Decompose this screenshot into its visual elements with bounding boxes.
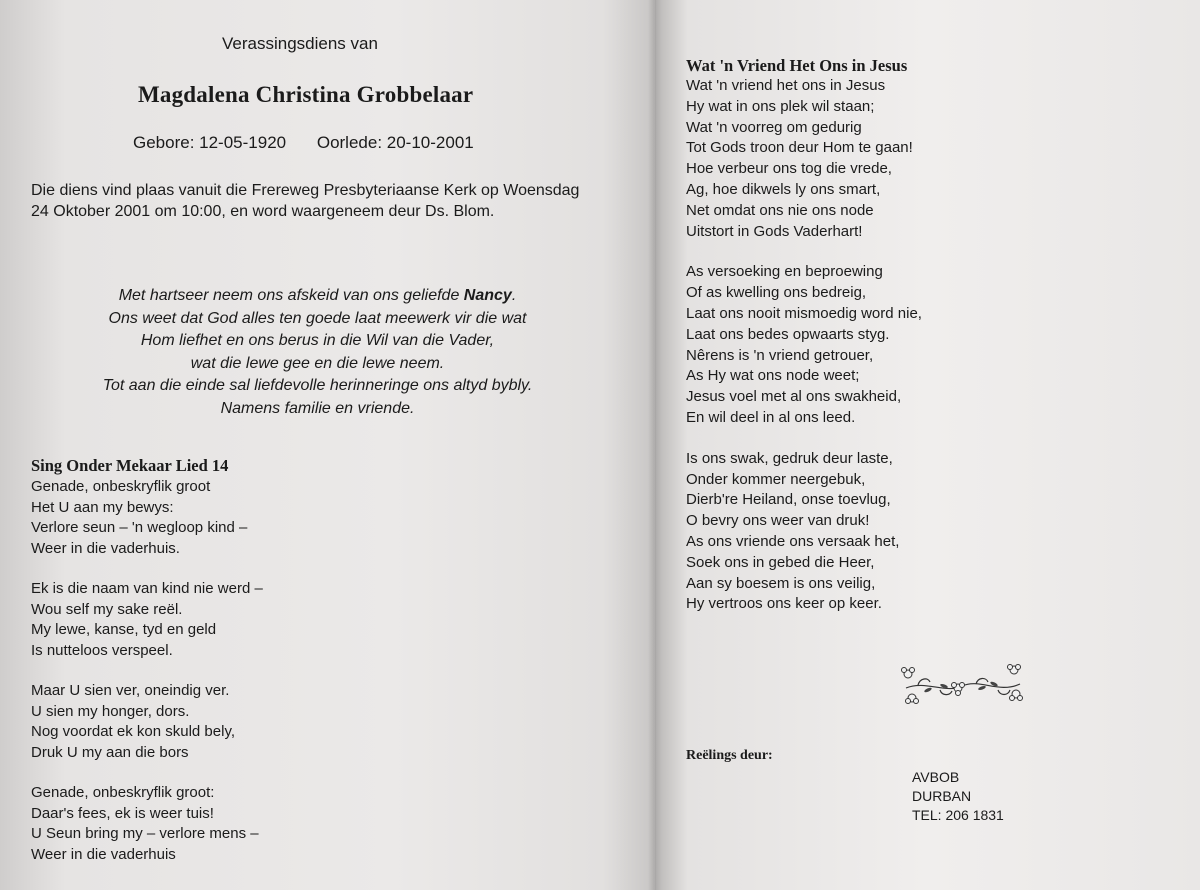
- verse-line: Weer in die vaderhuis: [31, 845, 176, 863]
- verse-line: U sien my honger, dors.: [31, 702, 190, 720]
- verse-line: Het U aan my bewys:: [31, 498, 174, 516]
- right-hymn: [686, 56, 922, 635]
- funeral-home-details: [912, 768, 1004, 825]
- verse-line: Dierb're Heiland, onse toevlug,: [686, 491, 891, 509]
- verse-line: U Seun bring my – verlore mens –: [31, 825, 259, 842]
- arrangements-label: Reëlings deur:: [686, 748, 773, 763]
- birth-date: Gebore: 12-05-1920: [133, 133, 287, 152]
- hymn-stanza: [31, 477, 263, 559]
- verse-line: Jesus voel met al ons swakheid,: [686, 388, 902, 406]
- verse-line: Genade, onbeskryflik groot: [31, 478, 211, 495]
- verse-line: Genade, onbeskryflik groot:: [31, 784, 215, 801]
- verse-line: Of as kwelling ons bedreig,: [686, 284, 867, 302]
- verse-line: As ons vriende ons versaak het,: [686, 532, 900, 550]
- tribute-line-punct: .: [511, 287, 517, 304]
- verse-line: Hoe verbeur ons tog die vrede,: [686, 160, 892, 178]
- verse-line: En wil deel in al ons leed.: [686, 408, 856, 426]
- verse-line: Net omdat ons nie ons node: [686, 201, 874, 219]
- hymn-title: Wat 'n Vriend Het Ons in Jesus: [686, 56, 908, 75]
- service-details: Die diens vind plaas vanuit die Frereweg Presbyteriaanse Kerk op Woensdag 24 Oktober 2001 om 10:00, en word waargeneem deur Ds. Blom.: [31, 182, 580, 220]
- tribute-signoff: Namens familie en vriende.: [220, 399, 415, 417]
- verse-line: Nog voordat ek kon skuld bely,: [31, 723, 236, 740]
- verse-line: Uitstort in Gods Vaderhart!: [686, 222, 863, 240]
- company-name: AVBOB: [912, 769, 960, 785]
- left-hymn: [31, 456, 263, 885]
- verse-line: As Hy wat ons node weet;: [686, 367, 860, 385]
- nickname: Nancy: [463, 287, 512, 304]
- verse-line: Nêrens is 'n vriend getrouer,: [686, 346, 874, 364]
- verse-line: O bevry ons weer van druk!: [686, 512, 870, 530]
- verse-line: Hy wat in ons plek wil staan;: [686, 97, 875, 115]
- deceased-name: Magdalena Christina Grobbelaar: [138, 82, 474, 107]
- verse-line: Wat 'n vriend het ons in Jesus: [686, 77, 886, 94]
- death-date: Oorlede: 20-10-2001: [316, 133, 474, 152]
- verse-line: My lewe, kanse, tyd en geld: [31, 621, 217, 638]
- floral-divider-icon: [898, 660, 1028, 710]
- verse-line: Aan sy boesem is ons veilig,: [686, 574, 876, 592]
- verse-line: Druk U my aan die bors: [31, 743, 189, 761]
- hymn-stanza: [686, 449, 922, 615]
- hymn-title: Sing Onder Mekaar Lied 14: [31, 456, 229, 475]
- verse-line: Tot Gods troon deur Hom te gaan!: [686, 139, 913, 157]
- verse-line: Onder kommer neergebuk,: [686, 470, 866, 488]
- verse-line: Maar U sien ver, oneindig ver.: [31, 682, 230, 699]
- hymn-stanza: [686, 262, 922, 428]
- life-dates: [133, 133, 474, 153]
- company-city: DURBAN: [912, 788, 972, 804]
- verse-line: Is ons swak, gedruk deur laste,: [686, 449, 893, 467]
- tribute-line: [40, 285, 595, 308]
- verse-line: Ek is die naam van kind nie werd –: [31, 580, 263, 597]
- company-phone: TEL: 206 1831: [912, 807, 1004, 823]
- hymn-stanza: [31, 579, 263, 661]
- verse-line: Verlore seun – 'n wegloop kind –: [31, 519, 248, 536]
- hymn-stanza: [31, 783, 263, 865]
- tribute-line: Ons weet dat God alles ten goede laat meewerk vir die wat: [108, 309, 527, 327]
- verse-line: As versoeking en beproewing: [686, 263, 883, 281]
- tribute-line: wat die lewe gee en die lewe neem.: [190, 354, 445, 372]
- verse-line: Wou self my sake reël.: [31, 600, 183, 618]
- tribute-line: Tot aan die einde sal liefdevolle herinneringe ons altyd bybly.: [102, 377, 533, 394]
- page-fold: [648, 0, 662, 890]
- verse-line: Soek ons in gebed die Heer,: [686, 553, 875, 571]
- verse-line: Wat 'n voorreg om gedurig: [686, 118, 862, 136]
- verse-line: Weer in die vaderhuis.: [31, 539, 180, 557]
- tribute-line-text: Met hartseer neem ons afskeid van ons geliefde: [118, 287, 464, 304]
- tribute-line: Hom liefhet en ons berus in die Wil van die Vader,: [140, 332, 495, 349]
- verse-line: Laat ons nooit mismoedig word nie,: [686, 304, 922, 322]
- hymn-stanza: [31, 681, 263, 763]
- hymn-stanza: [686, 76, 922, 242]
- verse-line: Is nutteloos verspeel.: [31, 641, 173, 659]
- verse-line: Hy vertroos ons keer op keer.: [686, 595, 882, 613]
- service-heading: Verassingsdiens van: [222, 34, 378, 53]
- verse-line: Ag, hoe dikwels ly ons smart,: [686, 180, 881, 198]
- verse-line: Daar's fees, ek is weer tuis!: [31, 804, 214, 822]
- tribute-message: [40, 285, 595, 420]
- verse-line: Laat ons bedes opwaarts styg.: [686, 325, 890, 343]
